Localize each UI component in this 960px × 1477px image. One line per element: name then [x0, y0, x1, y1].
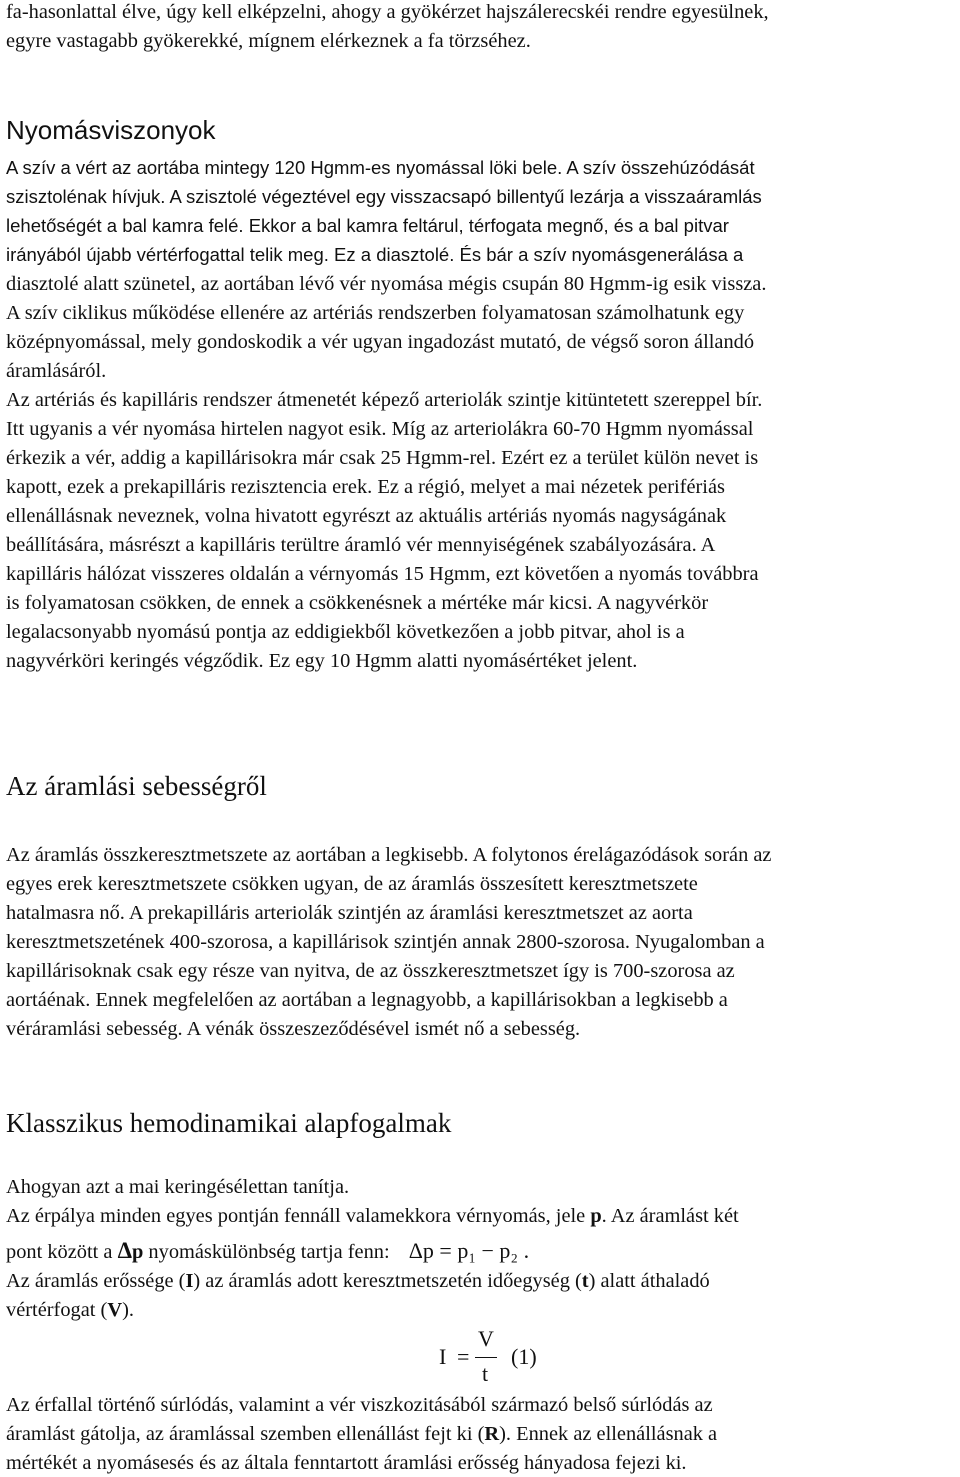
- s3-text: pont között a: [6, 1241, 118, 1263]
- s3-text: ). Ennek az ellenállásnak a: [499, 1423, 718, 1445]
- s2-line: hatalmasra nő. A prekapilláris arteriolák szintjén az áramlási keresztmetszet az aorta: [6, 902, 693, 924]
- symbol-p: p: [131, 1241, 144, 1263]
- flow-intensity-equation: [437, 1328, 577, 1390]
- s3-line-with-formula: [6, 1236, 960, 1266]
- s3-line: Ahogyan azt a mai keringésélettan tanítja.: [6, 1176, 350, 1198]
- s3-line: [6, 1204, 960, 1228]
- section-title-aramlasi-sebesseg: Az áramlási sebességről: [6, 771, 267, 801]
- s3-line: [6, 1298, 960, 1322]
- s1-line: érkezik a vér, addig a kapillárisokra már csak 25 Hgmm-rel. Ezért ez a terület külön nevet is: [6, 447, 759, 469]
- s1-line: szisztolénak hívjuk. A szisztolé végeztével egy visszacsapó billentyű lezárja a visszaáramlás: [6, 186, 762, 207]
- s2-line: aortáénak. Ennek megfelelően az aortában a legnagyobb, a kapillárisokban a legkisebb a: [6, 989, 728, 1011]
- pressure-difference-formula: Δp = p₁ − p₂ .: [408, 1238, 530, 1263]
- s3-line: mértékét a nyomásesés és az általa fenntartott áramlási erősség hányadosa fejezi ki.: [6, 1452, 687, 1474]
- s1-line: A szív a vért az aortába mintegy 120 Hgmm-es nyomással löki bele. A szív összehúzódását: [6, 157, 755, 178]
- equation-number: (1): [511, 1344, 537, 1369]
- s3-text: . Az áramlást két: [601, 1205, 739, 1227]
- s2-line: kapillárisoknak csak egy része van nyitva, de az összkeresztmetszet így is 700-szorosa az: [6, 960, 735, 982]
- s2-line: keresztmetszetének 400-szorosa, a kapillárisok szintjén annak 2800-szorosa. Nyugalomban a: [6, 931, 765, 953]
- fraction-bar: [475, 1357, 497, 1358]
- section-title-nyomasviszonyok: Nyomásviszonyok: [6, 115, 216, 145]
- s1-line: áramlásáról.: [6, 360, 107, 382]
- equation-denominator: t: [482, 1361, 489, 1386]
- s3-text: vértérfogat (: [6, 1299, 108, 1321]
- s3-text: ) az áramlás adott keresztmetszetén időegység (: [193, 1270, 582, 1292]
- s1-line: kapilláris hálózat visszeres oldalán a vérnyomás 15 Hgmm, ezt követően a nyomás továbbra: [6, 563, 759, 585]
- delta-symbol: Δ: [117, 1238, 132, 1263]
- s1-line: diasztolé alatt szünetel, az aortában lévő vér nyomása mégis csupán 80 Hgmm-ig esik vissza.: [6, 273, 767, 295]
- s1-line: középnyomással, mely gondoskodik a vér ugyan ingadozást mutató, de végső soron állandó: [6, 331, 755, 353]
- s1-line: Az artériás és kapilláris rendszer átmenetét képező arteriolák szintje kitüntetett szereppel bír.: [6, 389, 763, 411]
- s3-line: [6, 1422, 960, 1446]
- section-title-hemodinamika: Klasszikus hemodinamikai alapfogalmak: [6, 1108, 452, 1138]
- s3-text: ).: [122, 1299, 134, 1321]
- s1-line: lehetőségét a bal kamra felé. Ekkor a bal kamra feltárul, térfogata megnő, és a bal pitvar: [6, 215, 729, 236]
- s3-line: [6, 1269, 960, 1293]
- symbol-I: I: [185, 1270, 194, 1292]
- s3-text: Az érpálya minden egyes pontján fennáll valamekkora vérnyomás, jele: [6, 1205, 591, 1227]
- equation-numerator: V: [478, 1326, 494, 1351]
- s3-text: nyomáskülönbség tartja fenn:: [143, 1241, 390, 1263]
- symbol-V: V: [107, 1299, 123, 1321]
- s1-line: beállítására, másrészt a kapilláris terültre áramló vér mennyiségének szabályozására. A: [6, 534, 716, 556]
- s3-text: Az áramlás erőssége (: [6, 1270, 186, 1292]
- s1-line: is folyamatosan csökken, de ennek a csökkenésnek a mértéke már kicsi. A nagyvérkör: [6, 592, 709, 614]
- equation-equals: =: [457, 1344, 470, 1369]
- s1-line: Itt ugyanis a vér nyomása hirtelen nagyot esik. Míg az arteriolákra 60-70 Hgmm nyomással: [6, 418, 754, 440]
- s3-line: Az érfallal történő súrlódás, valamint a vér viszkozitásából származó belső súrlódás az: [6, 1394, 713, 1416]
- s3-text: ) alatt áthaladó: [588, 1270, 710, 1292]
- s1-line: kapott, ezek a prekapilláris rezisztencia erek. Ez a régió, melyet a mai nézetek perifériás: [6, 476, 725, 498]
- symbol-p: p: [590, 1205, 602, 1227]
- s2-line: Az áramlás összkeresztmetszete az aortában a legkisebb. A folytonos érelágazódások során az: [6, 844, 772, 866]
- s2-line: egyes erek keresztmetszete csökken ugyan, de az áramlás összesített keresztmetszete: [6, 873, 698, 895]
- symbol-R: R: [484, 1423, 500, 1445]
- s1-line: A szív ciklikus működése ellenére az artériás rendszerben folyamatosan számolhatunk egy: [6, 302, 745, 324]
- equation-lhs: I: [439, 1344, 447, 1369]
- s1-line: ellenállásnak neveznek, volna hivatott egyrészt az aktuális artériás nyomás nagyságának: [6, 505, 727, 527]
- intro-line-2: egyre vastagabb gyökerekké, mígnem elérkeznek a fa törzséhez.: [6, 30, 531, 52]
- intro-line-1: fa-hasonlattal élve, úgy kell elképzelni, ahogy a gyökérzet hajszálerecskéi rendre egyesülnek,: [6, 1, 769, 23]
- s1-line: nagyvérköri keringés végződik. Ez egy 10 Hgmm alatti nyomásértéket jelent.: [6, 650, 638, 672]
- s1-line: legalacsonyabb nyomású pontja az eddigiekből következően a jobb pitvar, ahol is a: [6, 621, 685, 643]
- s3-text: áramlást gátolja, az áramlással szemben ellenállást fejt ki (: [6, 1423, 485, 1445]
- s2-line: véráramlási sebesség. A vénák összeszeződésével ismét nő a sebesség.: [6, 1018, 581, 1040]
- symbol-t: t: [581, 1270, 589, 1292]
- s1-line: irányából újabb vértérfogattal telik meg. Ez a diasztolé. És bár a szív nyomásgenerálása a: [6, 244, 744, 265]
